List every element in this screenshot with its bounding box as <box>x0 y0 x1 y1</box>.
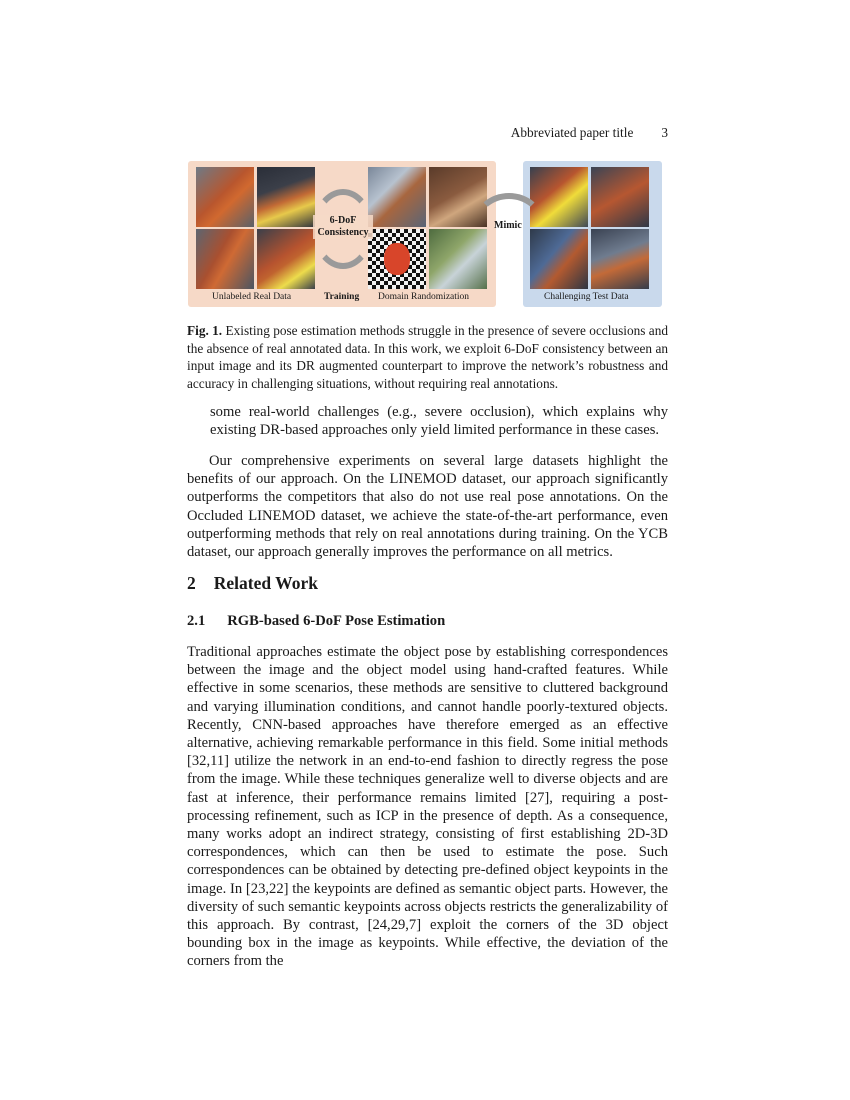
mimic-label: Mimic <box>494 220 522 231</box>
dr-object <box>384 243 410 275</box>
paragraph-related-work: Traditional approaches estimate the object pose by establishing correspondences between the image and the object model using hand-crafted features. While effective in some scenarios, these methods are sensitive to cluttered background and varying illumination conditions, and cannot handle poorly-textured objects. Recently, CNN-based approaches have therefore emerged as an effective alternative, achieving remarkable performance in this field. Some initial methods [32,11] utilize the network in an end-to-end fashion to directly regress the pose from the image. While these techniques generalize well to diverse objects and are fast at inference, their performance remains limited [27], requiring a post-processing refinement, such as ICP in the presence of depth. As a consequence, many works adopt an indirect strategy, consisting of first establishing 2D-3D correspondences, which can then be used to estimate the pose. Such correspondences can be obtained by detecting pre-defined object keypoints in the image. In [23,22] the keypoints are defined as semantic object parts. However, the diversity of such semantic keypoints across objects restricts the generalizability of this approach. By contrast, [24,29,7] exploit the corners of the 3D object bounding box in the image as keypoints. While effective, the deviation of the corners from the <box>187 644 668 970</box>
training-label: Training <box>324 292 360 302</box>
test-image-4 <box>591 229 649 289</box>
consistency-label: 6-DoF Consistency <box>313 215 373 239</box>
dr-image-3 <box>368 229 426 289</box>
paragraph-experiments: Our comprehensive experiments on several large datasets highlight the benefits of our approach. On the LINEMOD dataset, our approach significantly outperforms the competitors that also do not use real pose annotations. On the Occluded LINEMOD dataset, we achieve the state-of-the-art performance, even outperforming methods that rely on real annotations during training. On the YCB dataset, our approach generally improves the performance on all metrics. <box>187 453 668 561</box>
dr-image-1 <box>368 167 426 227</box>
paragraph-continuation: some real-world challenges (e.g., severe occlusion), which explains why existing DR-based approaches only yield limited performance in these cases. <box>210 404 668 439</box>
section-title: Related Work <box>213 573 318 593</box>
caption-label: Fig. 1. <box>187 323 223 338</box>
unlabeled-real-data-label: Unlabeled Real Data <box>212 292 292 302</box>
domain-randomization-label: Domain Randomization <box>378 292 470 302</box>
real-image-1 <box>196 167 254 227</box>
running-title: Abbreviated paper title <box>510 125 634 140</box>
section-heading <box>187 573 318 594</box>
test-image-2 <box>591 167 649 227</box>
subsection-number: 2.1 <box>187 613 206 629</box>
page-number: 3 <box>661 125 668 140</box>
challenging-test-data-label: Challenging Test Data <box>544 292 629 302</box>
section-number: 2 <box>187 573 196 593</box>
real-image-4 <box>257 229 315 289</box>
figure-1 <box>188 161 662 307</box>
real-image-2 <box>257 167 315 227</box>
figure-caption <box>187 322 668 392</box>
real-image-3 <box>196 229 254 289</box>
subsection-title: RGB-based 6-DoF Pose Estimation <box>227 613 446 629</box>
subsection-heading <box>187 613 445 630</box>
caption-text: Existing pose estimation methods struggle in the presence of severe occlusions and the absence of real annotated data. In this work, we exploit 6-DoF consistency between an input image and its DR augmented counterpart to improve the network’s robustness and accuracy in challenging situations, without requiring real annotations. <box>187 323 668 391</box>
running-header <box>187 125 668 141</box>
